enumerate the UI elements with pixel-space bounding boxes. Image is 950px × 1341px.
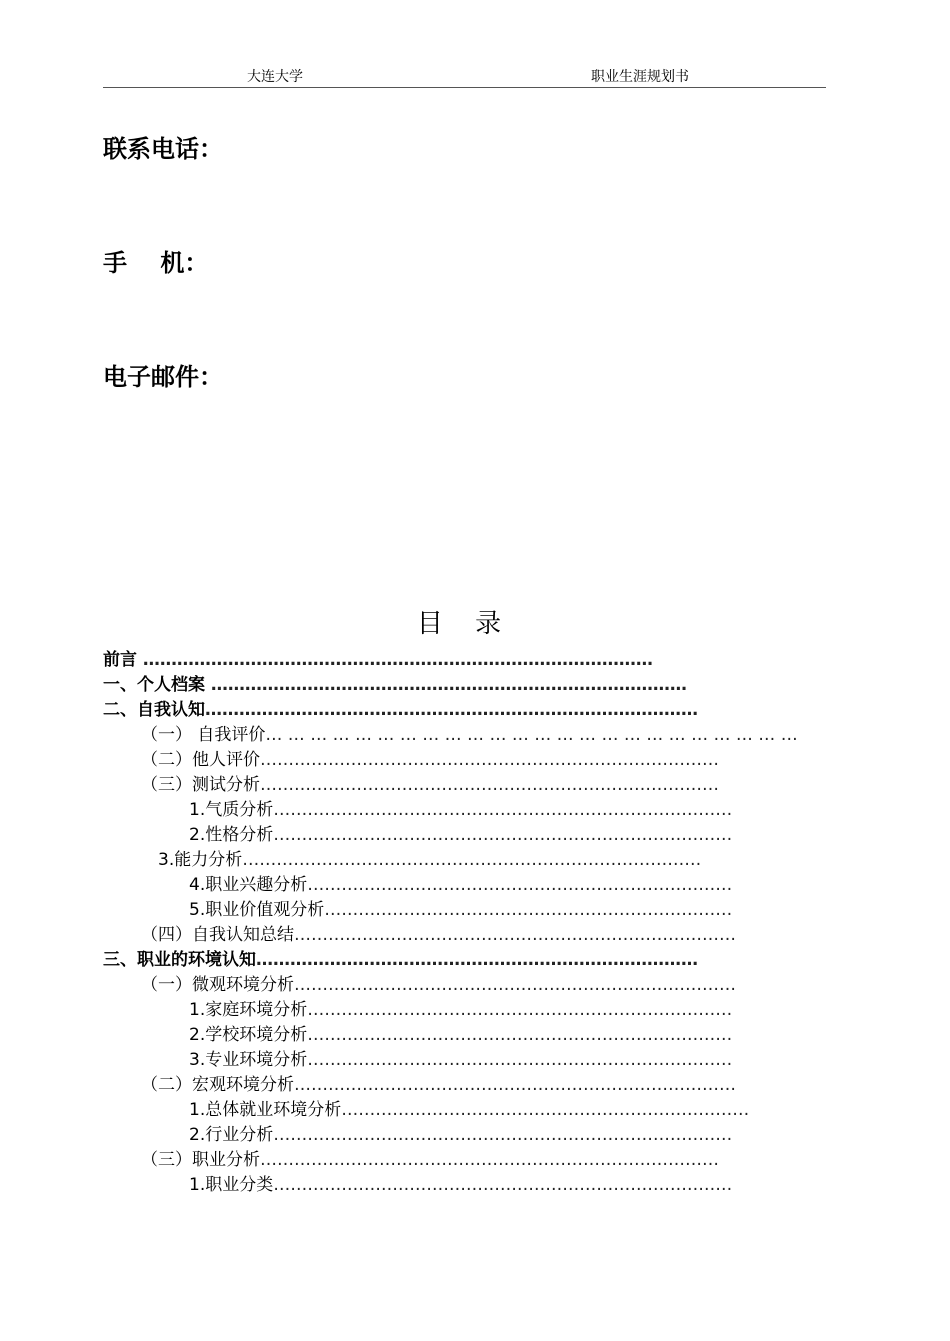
contact-email-label: 电子邮件：: [103, 363, 223, 391]
toc-item-macro-environment[interactable]: [141, 1073, 763, 1098]
toc-item-label: （二）他人评价: [141, 750, 260, 770]
toc-item-personal-file[interactable]: [103, 673, 763, 698]
toc-leader-dots: ………………………………………………………………………: [260, 750, 719, 770]
toc-leader-dots: …………………………………………………………………: [307, 1025, 733, 1045]
toc-item-self-evaluation[interactable]: [141, 723, 801, 748]
toc-item-industry-analysis[interactable]: [189, 1123, 763, 1148]
toc-leader-dots: ………………………………………………………………………: [260, 1150, 719, 1170]
toc-item-family-environment[interactable]: [189, 998, 763, 1023]
toc-leader-dots: …………………………………………………………………: [307, 1000, 733, 1020]
header-divider: [103, 87, 826, 88]
toc-item-career-analysis[interactable]: [141, 1148, 763, 1173]
toc-item-label: 2.性格分析: [189, 825, 274, 845]
toc-item-school-environment[interactable]: [189, 1023, 763, 1048]
toc-item-self-cognition-summary[interactable]: [141, 923, 763, 948]
toc-item-label: （三）测试分析: [141, 775, 260, 795]
toc-leader-dots: ………………………………………………………………………: [242, 850, 702, 870]
toc-leader-dots: ………………………………………………………………………: [273, 825, 733, 845]
toc-item-test-analysis[interactable]: [141, 773, 763, 798]
toc-leader-dots: ……………………………………………………………………………: [205, 700, 698, 720]
toc-item-label: 1.职业分类: [189, 1175, 274, 1195]
toc-item-label: （二）宏观环境分析: [141, 1075, 294, 1095]
toc-leader-dots: ……………………………………………………………………: [294, 1075, 736, 1095]
toc-leader-dots: ……………………………………………………………………: [256, 950, 698, 970]
toc-item-label: 5.职业价值观分析: [189, 900, 325, 920]
toc-item-label: 三、职业的环境认知: [103, 950, 256, 970]
toc-item-label: 2.学校环境分析: [189, 1025, 308, 1045]
toc-leader-dots: ………………………………………………………………………………: [142, 650, 653, 670]
contact-mobile-label: 手 机：: [103, 249, 209, 277]
toc-leader-dots: … … … … … … … … … … … … … … … … … … … … … … … …: [265, 725, 798, 745]
toc-item-label: （三）职业分析: [141, 1150, 260, 1170]
toc-leader-dots: ………………………………………………………………………: [273, 1125, 733, 1145]
header-school-name: 大连大学: [247, 69, 303, 85]
header-document-title: 职业生涯规划书: [591, 69, 689, 85]
toc-item-label: 前言: [103, 650, 143, 670]
toc-leader-dots: …………………………………………………………………: [307, 1050, 733, 1070]
toc-item-label: 3.专业环境分析: [189, 1050, 308, 1070]
toc-leader-dots: ………………………………………………………………………: [273, 1175, 733, 1195]
toc-item-label: 2.行业分析: [189, 1125, 274, 1145]
toc-item-temperament-analysis[interactable]: [189, 798, 763, 823]
toc-item-label: 1.家庭环境分析: [189, 1000, 308, 1020]
contact-phone-label: 联系电话：: [103, 135, 223, 163]
toc-item-personality-analysis[interactable]: [189, 823, 763, 848]
toc-item-major-environment[interactable]: [189, 1048, 763, 1073]
toc-item-preface[interactable]: [103, 648, 763, 673]
toc-item-micro-environment[interactable]: [141, 973, 763, 998]
toc-item-label: （一）微观环境分析: [141, 975, 294, 995]
toc-leader-dots: ………………………………………………………………: [324, 900, 733, 920]
toc-leader-dots: …………………………………………………………………………: [210, 675, 687, 695]
toc-item-career-environment[interactable]: [103, 948, 758, 973]
toc-item-label: 1.气质分析: [189, 800, 274, 820]
toc-leader-dots: ………………………………………………………………………: [260, 775, 719, 795]
toc-item-label: （四）自我认知总结: [141, 925, 294, 945]
toc-leader-dots: …………………………………………………………………: [307, 875, 733, 895]
toc-item-label: 3.能力分析: [158, 850, 243, 870]
toc-item-career-interest-analysis[interactable]: [189, 873, 763, 898]
toc-item-self-cognition[interactable]: [103, 698, 758, 723]
toc-item-label: （一） 自我评价: [141, 725, 266, 745]
toc-leader-dots: ………………………………………………………………: [341, 1100, 750, 1120]
toc-leader-dots: ……………………………………………………………………: [294, 975, 736, 995]
toc-item-label: 一、个人档案: [103, 675, 211, 695]
toc-item-label: 二、自我认知: [103, 700, 205, 720]
toc-item-ability-analysis[interactable]: [158, 848, 732, 873]
toc-item-overall-employment[interactable]: [189, 1098, 763, 1123]
toc-item-label: 4.职业兴趣分析: [189, 875, 308, 895]
toc-leader-dots: ……………………………………………………………………: [294, 925, 736, 945]
toc-item-label: 1.总体就业环境分析: [189, 1100, 342, 1120]
toc-item-career-values-analysis[interactable]: [189, 898, 763, 923]
toc-item-career-classification[interactable]: [189, 1173, 763, 1198]
toc-item-others-evaluation[interactable]: [141, 748, 763, 773]
toc-leader-dots: ………………………………………………………………………: [273, 800, 733, 820]
toc-title: 目 录: [416, 609, 514, 639]
